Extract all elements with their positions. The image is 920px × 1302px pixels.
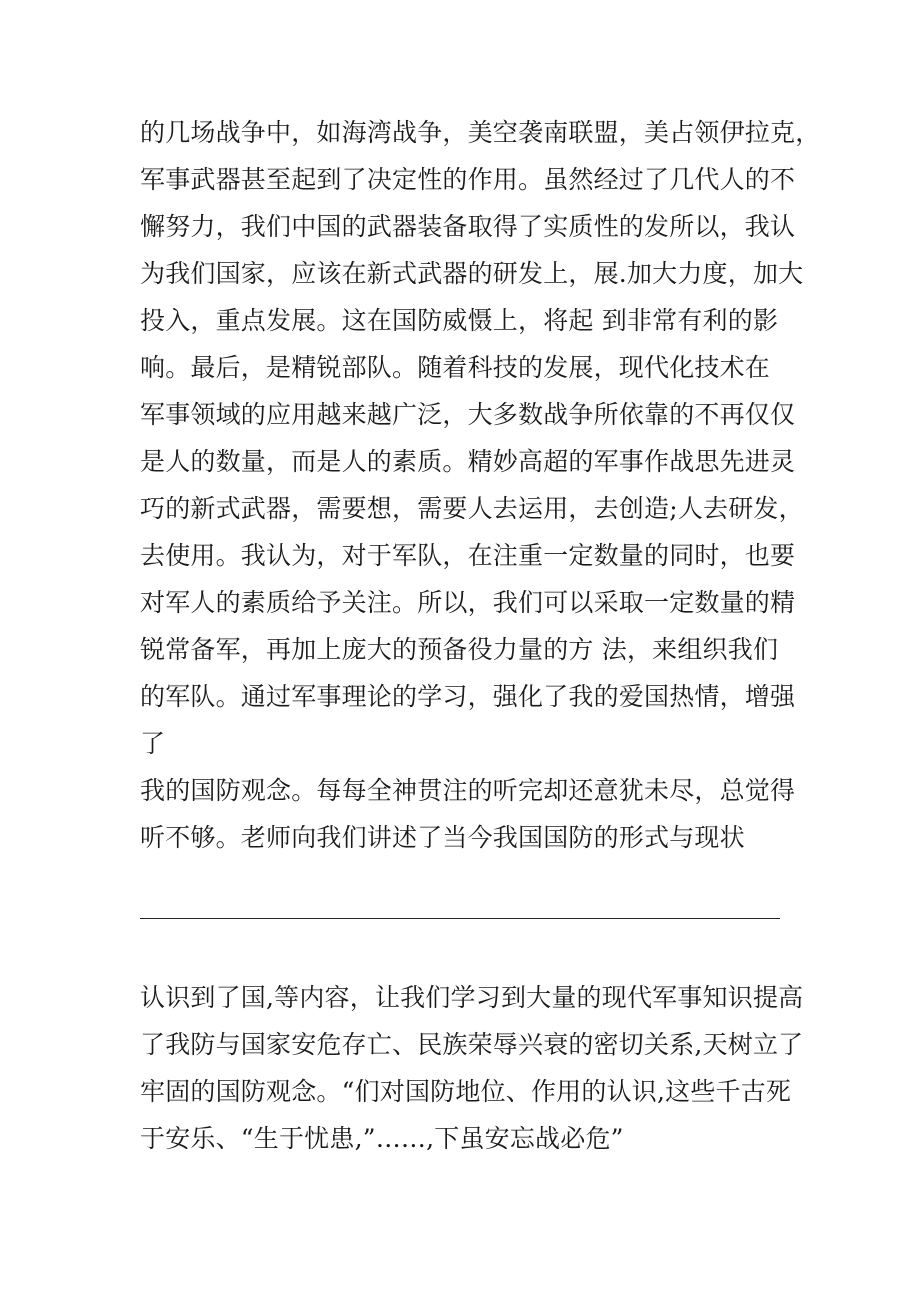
text-line: 我的国防观念。每每全神贯注的听完却还意犹未尽，总觉得 bbox=[140, 776, 796, 805]
text-line: 军事武器甚至起到了决定性的作用。虽然经过了几代人的不 bbox=[140, 165, 796, 194]
text-line: 去使用。我认为，对于军队，在注重一定数量的同时，也要 bbox=[140, 541, 796, 570]
text-line: 的几场战争中，如海湾战争，美空袭南联盟，美占领伊拉克， bbox=[140, 118, 821, 147]
text-line: 锐常备军，再加上庞大的预备役力量的方 法，来组织我们 bbox=[140, 635, 779, 664]
text-line: 为我们国家，应该在新式武器的研发上，展.加大力度，加大 bbox=[140, 259, 804, 288]
text-line: 是人的数量，而是人的素质。精妙高超的军事作战思先进灵 bbox=[140, 447, 796, 476]
text-line: 了 bbox=[140, 729, 166, 758]
horizontal-divider bbox=[140, 918, 780, 919]
text-line: 响。最后，是精锐部队。随着科技的发展，现代化技术在 bbox=[140, 353, 771, 382]
text-line: 听不够。老师向我们讲述了当今我国国防的形式与现状 bbox=[140, 823, 745, 852]
text-line: 于安乐、“生于忧患,”……,下虽安忘战必危” bbox=[140, 1124, 624, 1153]
text-line: 的军队。通过军事理论的学习，强化了我的爱国热情，增强 bbox=[140, 682, 796, 711]
text-line: 投入，重点发展。这在国防威慑上，将起 到非常有利的影 bbox=[140, 306, 779, 335]
text-line: 了我防与国家安危存亡、民族荣辱兴衰的密切关系,天树立了 bbox=[140, 1030, 804, 1059]
text-line: 巧的新式武器，需要想，需要人去运用，去创造;人去研发， bbox=[140, 494, 804, 523]
text-line: 牢固的国防观念。“们对国防地位、作用的认识,这些千古死 bbox=[140, 1077, 792, 1106]
text-line: 认识到了国,等内容，让我们学习到大量的现代军事知识提高 bbox=[140, 983, 804, 1012]
text-line: 对军人的素质给予关注。所以，我们可以采取一定数量的精 bbox=[140, 588, 796, 617]
text-line: 军事领域的应用越来越广泛，大多数战争所依靠的不再仅仅 bbox=[140, 400, 796, 429]
text-line: 懈努力，我们中国的武器装备取得了实质性的发所以，我认 bbox=[140, 212, 796, 241]
